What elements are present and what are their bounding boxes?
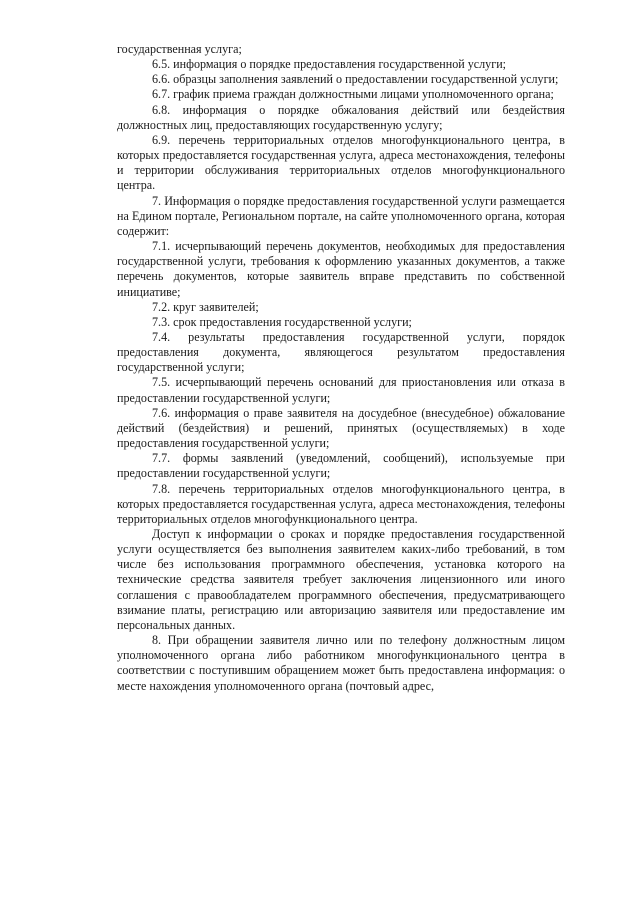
paragraph-7-8: 7.8. перечень территориальных отделов многофункционального центра, в которых предоставляется государственная услуга, адреса местонахождения, телефоны территориальных отделов многофункционального центра. (117, 481, 565, 526)
paragraph-6-7: 6.7. график приема граждан должностными лицами уполномоченного органа; (152, 87, 554, 102)
paragraph-6-9: 6.9. перечень территориальных отделов многофункционального центра, в которых предоставляется государственная услуга, адреса местонахождения, телефоны и территории обслуживания территориальных отделов многофункционального центра. (117, 132, 565, 193)
paragraph-7-1: 7.1. исчерпывающий перечень документов, необходимых для предоставления государственной услуги, требования к оформлению указанных документов, а также перечень документов, которые заявитель вправе представить по собственной инициативе; (117, 239, 565, 299)
paragraph-7-7: 7.7. формы заявлений (уведомлений, сообщений), используемые при предоставлении государственной услуги; (117, 451, 565, 481)
paragraph-access: Доступ к информации о сроках и порядке предоставления государственной услуги осуществляется без выполнения заявителем каких-либо требований, в том числе без использования программного обеспечения, установка которого на технические средства заявителя требует заключения лицензионного или иного соглашения с правообладателем программного обеспечения, предусматривающего взимание платы, регистрацию или авторизацию заявителя или предоставление им персональных данных. (117, 527, 565, 632)
paragraph-7: 7. Информация о порядке предоставления государственной услуги размещается на Едином портале, Региональном портале, на сайте уполномоченного органа, которая содержит: (117, 193, 565, 238)
paragraph-7-5: 7.5. исчерпывающий перечень оснований для приостановления или отказа в предоставлении государственной услуги; (117, 375, 565, 405)
paragraph-6-6: 6.6. образцы заполнения заявлений о предоставлении государственной услуги; (152, 72, 559, 87)
paragraph-6-8: 6.8. информация о порядке обжалования действий или бездействия должностных лиц, предоставляющих государственную услугу; (117, 102, 565, 132)
paragraph-6-5: 6.5. информация о порядке предоставления государственной услуги; (152, 57, 507, 72)
paragraph-8: 8. При обращении заявителя лично или по телефону должностным лицом уполномоченного органа либо работником многофункционального центра в соответствии с поступившим обращением может быть предоставлена информация: о месте нахождения уполномоченного органа (почтовый адрес, (117, 633, 565, 693)
document-body (117, 42, 565, 694)
paragraph-7-2: 7.2. круг заявителей; (152, 299, 259, 314)
paragraph-7-3: 7.3. срок предоставления государственной услуги; (152, 314, 412, 329)
paragraph-7-4: 7.4. результаты предоставления государственной услуги, порядок предоставления документа, являющегося результатом предоставления государственной услуги; (117, 329, 565, 375)
paragraph-7-6: 7.6. информация о праве заявителя на досудебное (внесудебное) обжалование действий (бездействия) и решений, принятых (осуществляемых) в ходе предоставления государственной услуги; (117, 405, 565, 451)
paragraph-continuation: государственная услуга; (117, 42, 242, 56)
